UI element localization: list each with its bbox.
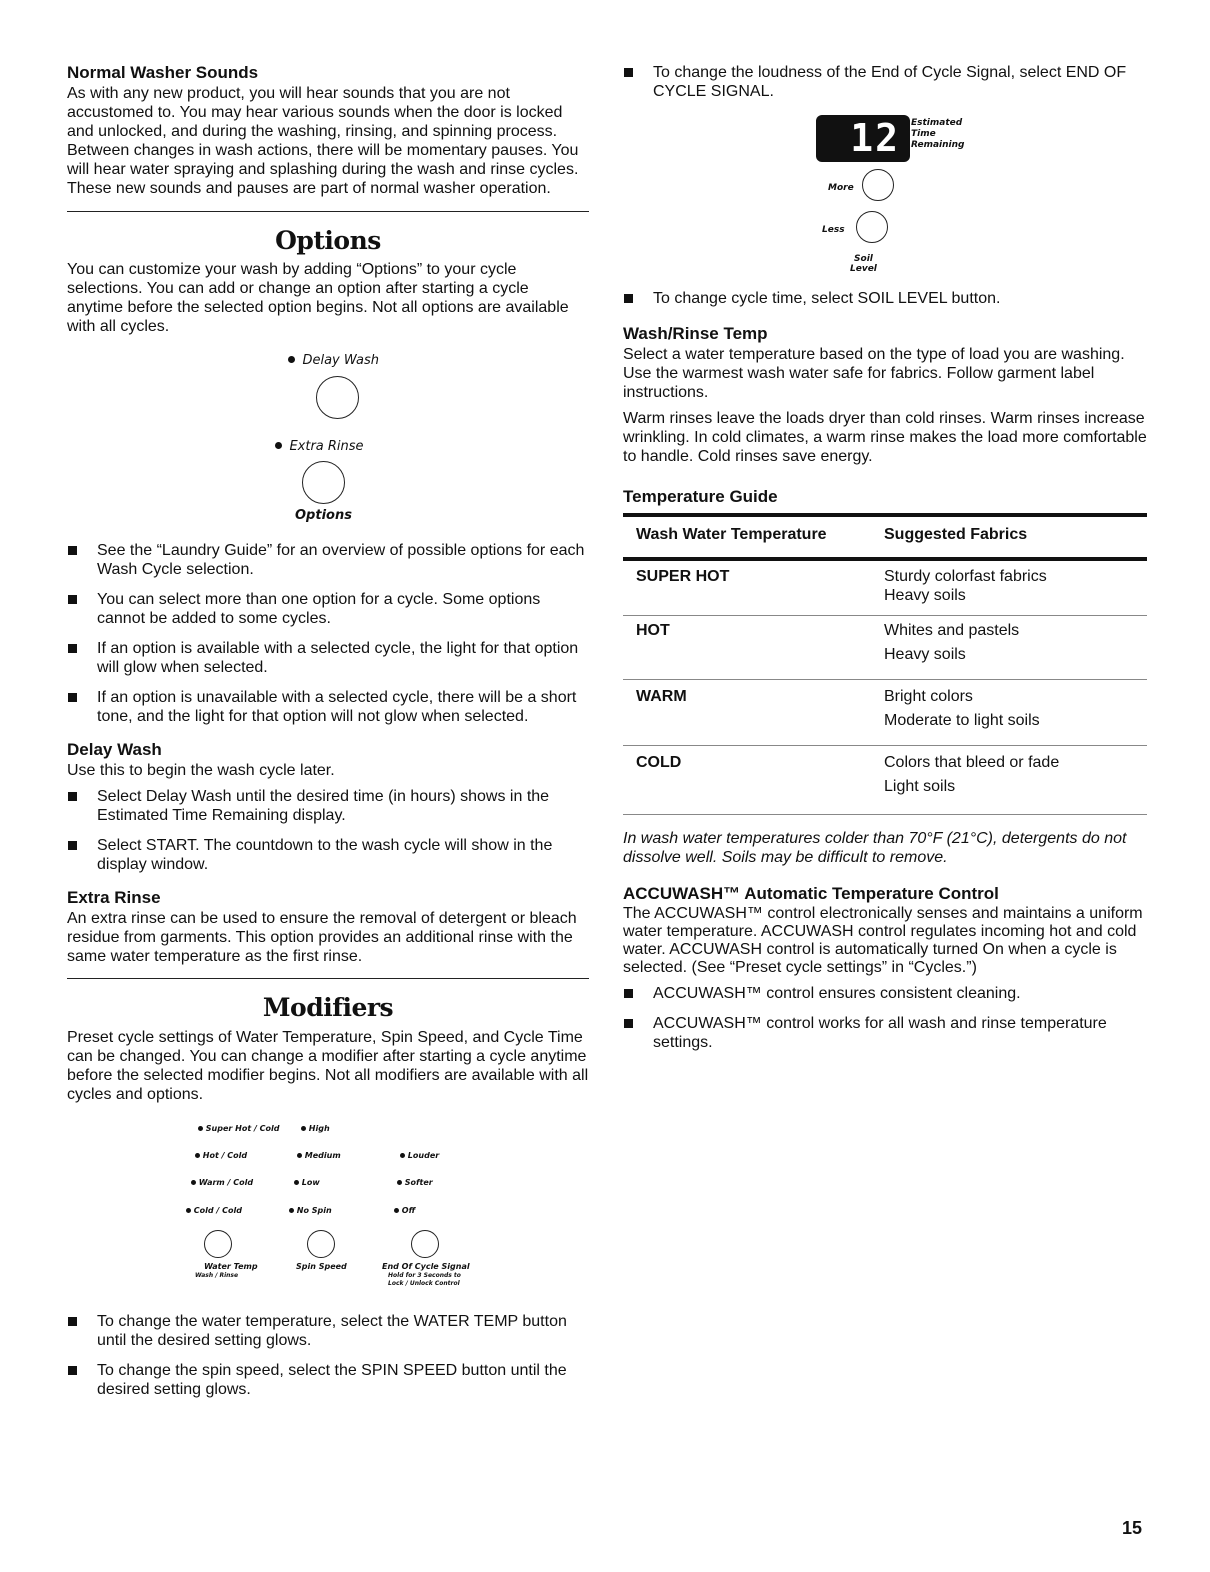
bullet-square — [68, 1317, 77, 1326]
options-intro: You can customize your wash by adding “Options” to your cycle selections. You can add or change an option after starting a cycle anytime before the selected option begins. Not all options are available with all cycles. — [67, 261, 569, 335]
delay-wash-heading: Delay Wash — [67, 740, 162, 759]
extra-rinse-body: An extra rinse can be used to ensure the removal of detergent or bleach residue from garments. This option provides an additional rinse with the same water temperature as the first rinse. — [67, 910, 577, 965]
water-temp-option: Super Hot / Cold — [198, 1124, 279, 1133]
bullet-square — [68, 792, 77, 801]
fabric-cell: Colors that bleed or fade Light soils — [884, 754, 1060, 795]
signal-sublabel: Lock / Unlock Control — [388, 1280, 460, 1287]
list-item: Select Delay Wash until the desired time (in hours) shows in the Estimated Time Remaining display. — [67, 787, 589, 825]
signal-option: Louder — [400, 1151, 439, 1160]
spin-speed-option: High — [301, 1124, 330, 1133]
more-button[interactable] — [862, 169, 894, 201]
sounds-body: As with any new product, you will hear sounds that you are not accustomed to. You may hear various sounds when the door is locked and unlocked, and during the washing, rinsing, and spinning process. Between changes in wash actions, there will be momentary pauses. You will hear water spraying and splashing during the wash and rinse cycles. These new sounds and pauses are part of normal washer operation. — [67, 85, 579, 197]
right-column — [623, 58, 1147, 1052]
indicator-light — [195, 1153, 200, 1158]
less-label: Less — [822, 225, 845, 235]
delay-wash-label: Delay Wash — [302, 353, 379, 368]
extra-rinse-heading: Extra Rinse — [67, 888, 161, 907]
estimated-label: Estimated Time Remaining — [911, 118, 965, 150]
list-item: To change the water temperature, select the WATER TEMP button until the desired setting glows. — [67, 1312, 589, 1350]
options-caption: Options — [295, 508, 352, 523]
fabric-cell: Bright colors Moderate to light soils — [884, 688, 1040, 729]
table-row — [623, 616, 1147, 680]
fabric-cell: Whites and pastels Heavy soils — [884, 622, 1020, 663]
bullet-square — [624, 68, 633, 77]
options-panel — [67, 346, 589, 524]
wash-rinse-heading: Wash/Rinse Temp — [623, 324, 768, 343]
water-temp-option: Hot / Cold — [195, 1151, 247, 1160]
options-title: Options — [275, 226, 381, 255]
bullet-square — [68, 1366, 77, 1375]
modifiers-title: Modifiers — [262, 993, 394, 1022]
temp-guide-heading: Temperature Guide — [623, 487, 778, 506]
bullet-square — [68, 693, 77, 702]
water-temp-option: Warm / Cold — [191, 1178, 253, 1187]
table-header — [623, 517, 1147, 559]
bullet-square — [68, 644, 77, 653]
signal-label: End Of Cycle Signal — [382, 1262, 470, 1271]
wash-rinse-p1: Select a water temperature based on the type of load you are washing. Use the warmest wash water safe for fabrics. Follow garment label instructions. — [623, 346, 1125, 401]
spin-speed-option: Low — [294, 1178, 320, 1187]
water-temp-button[interactable] — [204, 1230, 232, 1258]
divider — [67, 211, 589, 212]
time-display — [816, 115, 910, 162]
divider — [67, 978, 589, 979]
list-item: If an option is available with a selected cycle, the light for that option will glow when selected. — [67, 639, 589, 677]
spin-speed-option: Medium — [297, 1151, 341, 1160]
indicator-light — [191, 1180, 196, 1185]
indicator-light — [186, 1208, 191, 1213]
temp-guide-table — [623, 513, 1147, 815]
list-item: ACCUWASH™ control ensures consistent cleaning. — [623, 984, 1147, 1003]
water-temp-sublabel: Wash / Rinse — [195, 1272, 239, 1279]
list-item: Select START. The countdown to the wash cycle will show in the display window. — [67, 836, 589, 874]
list-item: See the “Laundry Guide” for an overview of possible options for each Wash Cycle selection. — [67, 541, 589, 579]
temp-cell: SUPER HOT — [636, 568, 730, 585]
modifiers-panel — [67, 1118, 589, 1294]
accuwash-heading: ACCUWASH™ Automatic Temperature Control — [623, 884, 999, 903]
bullet-square — [624, 294, 633, 303]
table-row — [623, 559, 1147, 616]
delay-wash-intro: Use this to begin the wash cycle later. — [67, 762, 335, 779]
column-header: Wash Water Temperature — [636, 526, 827, 543]
end-of-cycle-signal-button[interactable] — [411, 1230, 439, 1258]
bullet-square — [68, 841, 77, 850]
extra-rinse-button[interactable] — [302, 461, 345, 504]
indicator-light — [394, 1208, 399, 1213]
spin-speed-button[interactable] — [307, 1230, 335, 1258]
indicator-light — [397, 1180, 402, 1185]
water-temp-label: Water Temp — [204, 1262, 258, 1271]
list-item: To change the spin speed, select the SPIN SPEED button until the desired setting glows. — [67, 1361, 589, 1399]
signal-option: Softer — [397, 1178, 433, 1187]
temp-cell: HOT — [636, 622, 670, 639]
list-item: If an option is unavailable with a selected cycle, there will be a short tone, and the light for that option will not glow when selected. — [67, 688, 589, 726]
delay-wash-button[interactable] — [316, 376, 359, 419]
indicator-light — [289, 1208, 294, 1213]
page-number: 15 — [1122, 1518, 1143, 1538]
temp-note: In wash water temperatures colder than 70°F (21°C), detergents do not dissolve well. Soils may be difficult to remove. — [623, 830, 1127, 866]
indicator-light — [294, 1180, 299, 1185]
wash-rinse-p2: Warm rinses leave the loads dryer than cold rinses. Warm rinses increase wrinkling. In cold climates, a warm rinse makes the load more comfortable to handle. Cold rinses save energy. — [623, 410, 1147, 465]
bullet-square — [68, 595, 77, 604]
table-row — [623, 746, 1147, 815]
modifiers-bullets — [67, 1312, 589, 1399]
signal-option: Off — [394, 1206, 415, 1215]
column-header: Suggested Fabrics — [884, 526, 1028, 543]
spin-speed-option: No Spin — [289, 1206, 332, 1215]
signal-sublabel: Hold for 3 Seconds to — [388, 1272, 461, 1279]
delay-wash-indicator — [288, 356, 295, 363]
soil-bullets — [623, 289, 1147, 308]
signal-bullets — [623, 63, 1147, 101]
extra-rinse-label: Extra Rinse — [289, 439, 364, 454]
accuwash-body: The ACCUWASH™ control electronically senses and maintains a uniform water temperature. ACCUWASH control regulates incoming hot and cold water. ACCUWASH control is automatically turned On when a cycle is selected. (See “Preset cycle settings” in “Cycles.”) — [623, 905, 1143, 976]
sounds-heading: Normal Washer Sounds — [67, 63, 259, 82]
bullet-square — [68, 546, 77, 555]
list-item: ACCUWASH™ control works for all wash and rinse temperature settings. — [623, 1014, 1147, 1052]
indicator-light — [301, 1126, 306, 1131]
options-bullets — [67, 541, 589, 726]
more-label: More — [828, 183, 854, 193]
display-digits: 12 — [850, 116, 900, 160]
soil-level-label: Soil Level — [850, 254, 877, 274]
modifiers-intro: Preset cycle settings of Water Temperature, Spin Speed, and Cycle Time can be changed. You can change a modifier after starting a cycle anytime before the selected modifier begins. Not all modifiers are available with all cycles and options. — [67, 1029, 589, 1103]
fabric-cell: Sturdy colorfast fabrics Heavy soils — [884, 568, 1047, 604]
display-panel — [623, 111, 1147, 289]
indicator-light — [297, 1153, 302, 1158]
temp-cell: COLD — [636, 754, 682, 771]
bullet-square — [624, 1019, 633, 1028]
indicator-light — [198, 1126, 203, 1131]
table-row — [623, 680, 1147, 746]
list-item: To change cycle time, select SOIL LEVEL button. — [623, 289, 1147, 308]
bullet-square — [624, 989, 633, 998]
delay-wash-bullets — [67, 787, 589, 874]
less-button[interactable] — [856, 211, 888, 243]
accuwash-bullets — [623, 984, 1147, 1052]
spin-speed-label: Spin Speed — [296, 1262, 347, 1271]
water-temp-option: Cold / Cold — [186, 1206, 242, 1215]
extra-rinse-indicator — [275, 442, 282, 449]
list-item: You can select more than one option for a cycle. Some options cannot be added to some cycles. — [67, 590, 589, 628]
left-column — [67, 58, 589, 1399]
temp-cell: WARM — [636, 688, 687, 705]
list-item: To change the loudness of the End of Cycle Signal, select END OF CYCLE SIGNAL. — [623, 63, 1147, 101]
indicator-light — [400, 1153, 405, 1158]
